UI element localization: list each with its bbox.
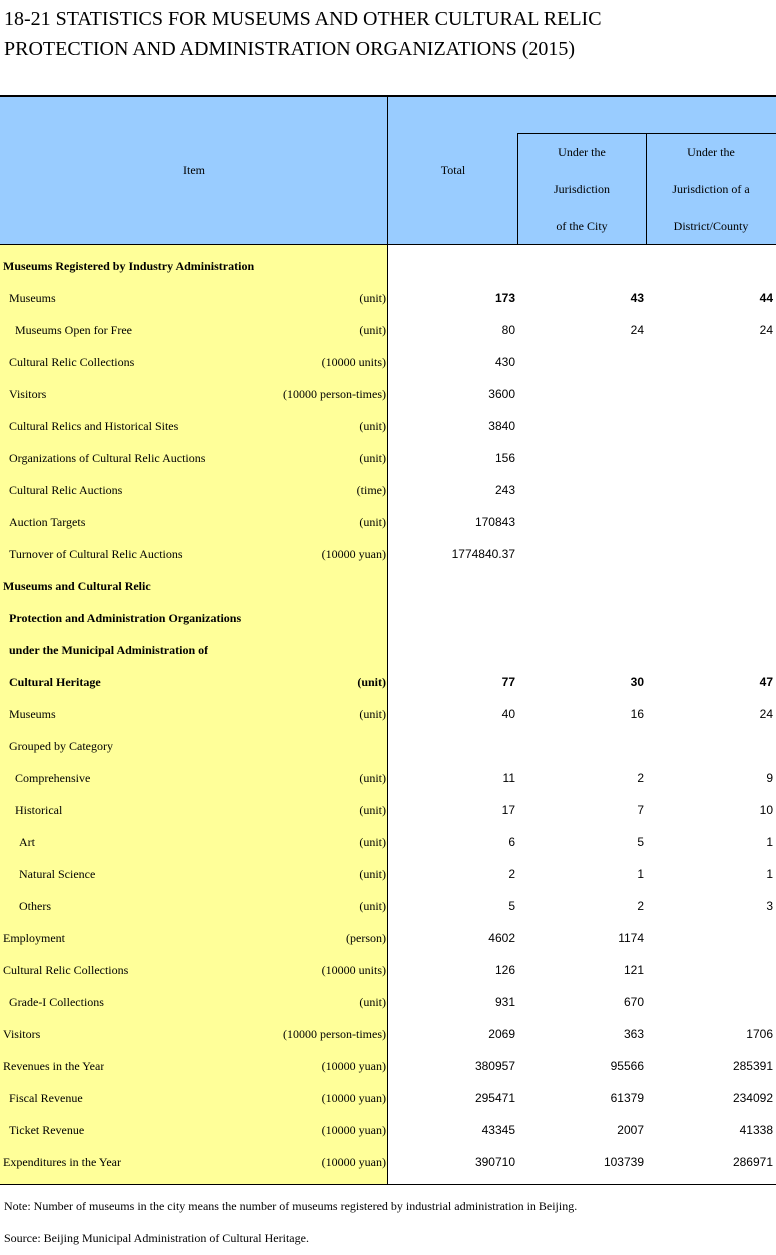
row-label: Protection and Administration Organizations [9,611,242,625]
row-label: Comprehensive [15,771,91,785]
row-label: Revenues in the Year [3,1059,105,1073]
title-line-2: PROTECTION AND ADMINISTRATION ORGANIZATIONS (2015) [4,38,576,60]
header-district-line: Under the [687,145,735,159]
row-label: under the Municipal Administration of [9,643,209,657]
cell-city: 24 [630,323,644,337]
row-unit: (unit) [359,803,386,817]
row-unit: (unit) [357,675,386,689]
row-unit: (unit) [359,323,386,337]
row-unit: (10000 units) [321,963,386,977]
row-label: Organizations of Cultural Relic Auctions [9,451,206,465]
row-label: Museums [9,291,56,305]
table-row [0,442,776,474]
table-row [0,1146,776,1178]
cell-district: 1706 [746,1027,773,1041]
table-row [0,602,776,634]
row-unit: (10000 person-times) [283,387,386,401]
row-label: Cultural Heritage [9,675,101,689]
row-label: Historical [15,803,63,817]
cell-total: 390710 [474,1155,515,1169]
cell-city: 61379 [610,1091,644,1105]
cell-total: 40 [501,707,515,721]
table-row [0,922,776,954]
cell-city: 16 [630,707,644,721]
row-label: Cultural Relic Collections [3,963,129,977]
cell-district: 44 [759,291,773,305]
cell-city: 103739 [603,1155,644,1169]
cell-total: 931 [494,995,515,1009]
row-label: Museums Registered by Industry Administration [3,259,255,273]
table-row [0,378,776,410]
cell-city: 95566 [610,1059,644,1073]
table-row [0,538,776,570]
cell-total: 3840 [488,419,515,433]
table-row [0,826,776,858]
cell-total: 170843 [474,515,515,529]
table-row [0,986,776,1018]
cell-city: 7 [637,803,644,817]
cell-city: 1174 [618,931,644,945]
row-label: Employment [3,931,65,945]
table-row [0,794,776,826]
title-line-1: 18-21 STATISTICS FOR MUSEUMS AND OTHER CULTURAL RELIC [4,8,602,30]
cell-city: 2007 [617,1123,644,1137]
row-label: Others [19,899,51,913]
cell-district: 1 [766,835,773,849]
table-row [0,250,776,282]
cell-total: 243 [494,483,515,497]
row-unit: (time) [356,483,386,497]
cell-total: 1774840.37 [451,547,515,561]
table-row [0,570,776,602]
row-label: Expenditures in the Year [3,1155,121,1169]
cell-district: 47 [759,675,773,689]
row-label: Museums and Cultural Relic [3,579,151,593]
row-unit: (unit) [359,867,386,881]
cell-district: 10 [759,803,773,817]
table-row [0,890,776,922]
cell-total: 77 [501,675,515,689]
row-label: Visitors [9,387,47,401]
row-label: Auction Targets [9,515,86,529]
cell-district: 286971 [732,1155,773,1169]
table-row [0,474,776,506]
cell-district: 24 [759,707,773,721]
table-row [0,762,776,794]
table-row [0,282,776,314]
header-city-line: Under the [558,145,606,159]
row-unit: (unit) [359,995,386,1009]
cell-district: 3 [766,899,773,913]
row-unit: (10000 units) [321,355,386,369]
table-row [0,1018,776,1050]
cell-city: 670 [623,995,644,1009]
table-row [0,858,776,890]
row-label: Museums Open for Free [15,323,132,337]
row-label: Ticket Revenue [9,1123,85,1137]
cell-total: 43345 [481,1123,515,1137]
row-unit: (unit) [359,291,386,305]
row-unit: (unit) [359,515,386,529]
table-row [0,346,776,378]
row-unit: (unit) [359,419,386,433]
cell-total: 6 [508,835,515,849]
table-row [0,1082,776,1114]
row-unit: (unit) [359,707,386,721]
cell-total: 4602 [488,931,515,945]
header-district-line: Jurisdiction of a [672,182,750,196]
row-label: Natural Science [19,867,96,881]
cell-total: 11 [502,771,515,785]
row-label: Fiscal Revenue [9,1091,83,1105]
cell-total: 126 [494,963,515,977]
cell-total: 2069 [488,1027,515,1041]
row-label: Turnover of Cultural Relic Auctions [9,547,183,561]
row-unit: (10000 person-times) [283,1027,386,1041]
header-total: Total [440,163,466,177]
cell-city: 1 [637,867,644,881]
header-city-line: of the City [556,219,608,233]
row-unit: (10000 yuan) [321,1155,386,1169]
cell-district: 285391 [732,1059,773,1073]
row-label: Art [19,835,35,849]
row-unit: (unit) [359,451,386,465]
cell-district: 1 [766,867,773,881]
header-city-line: Jurisdiction [554,182,610,196]
table-header [0,97,776,245]
table-row [0,314,776,346]
table-row [0,634,776,666]
cell-total: 3600 [488,387,515,401]
row-unit: (unit) [359,899,386,913]
row-label: Cultural Relic Collections [9,355,135,369]
cell-total: 430 [494,355,515,369]
table-row [0,730,776,762]
cell-city: 2 [637,899,644,913]
cell-district: 41338 [739,1123,773,1137]
page-title [4,4,774,64]
row-label: Visitors [3,1027,41,1041]
cell-total: 173 [494,291,515,305]
table-bottom-rule [0,1184,776,1185]
cell-total: 380957 [474,1059,515,1073]
table-row [0,506,776,538]
table-source: Source: Beijing Municipal Administration of Cultural Heritage. [4,1231,309,1245]
cell-city: 30 [630,675,644,689]
cell-city: 43 [630,291,644,305]
row-label: Museums [9,707,56,721]
cell-city: 363 [623,1027,644,1041]
row-unit: (10000 yuan) [321,1059,386,1073]
table-row [0,1050,776,1082]
row-unit: (10000 yuan) [321,547,386,561]
cell-total: 5 [508,899,515,913]
cell-total: 295471 [474,1091,515,1105]
row-unit: (person) [346,931,386,945]
cell-district: 9 [766,771,773,785]
cell-city: 2 [637,771,644,785]
row-unit: (unit) [359,771,386,785]
cell-city: 121 [623,963,644,977]
cell-district: 24 [759,323,773,337]
table-row [0,410,776,442]
row-label: Grade-I Collections [9,995,104,1009]
cell-total: 156 [494,451,515,465]
row-unit: (10000 yuan) [321,1091,386,1105]
table-row [0,1114,776,1146]
cell-total: 80 [501,323,515,337]
cell-district: 234092 [732,1091,773,1105]
row-label: Cultural Relic Auctions [9,483,123,497]
cell-total: 17 [501,803,515,817]
cell-city: 5 [637,835,644,849]
header-item: Item [183,163,205,177]
table-body [0,250,776,1178]
table-row [0,666,776,698]
table-note: Note: Number of museums in the city means the number of museums registered by industrial administration in Beijing. [4,1199,578,1213]
table-row [0,954,776,986]
table-row [0,698,776,730]
header-district-line: District/County [673,219,749,233]
row-label: Grouped by Category [9,739,113,753]
row-unit: (10000 yuan) [321,1123,386,1137]
cell-total: 2 [508,867,515,881]
row-label: Cultural Relics and Historical Sites [9,419,179,433]
row-unit: (unit) [359,835,386,849]
